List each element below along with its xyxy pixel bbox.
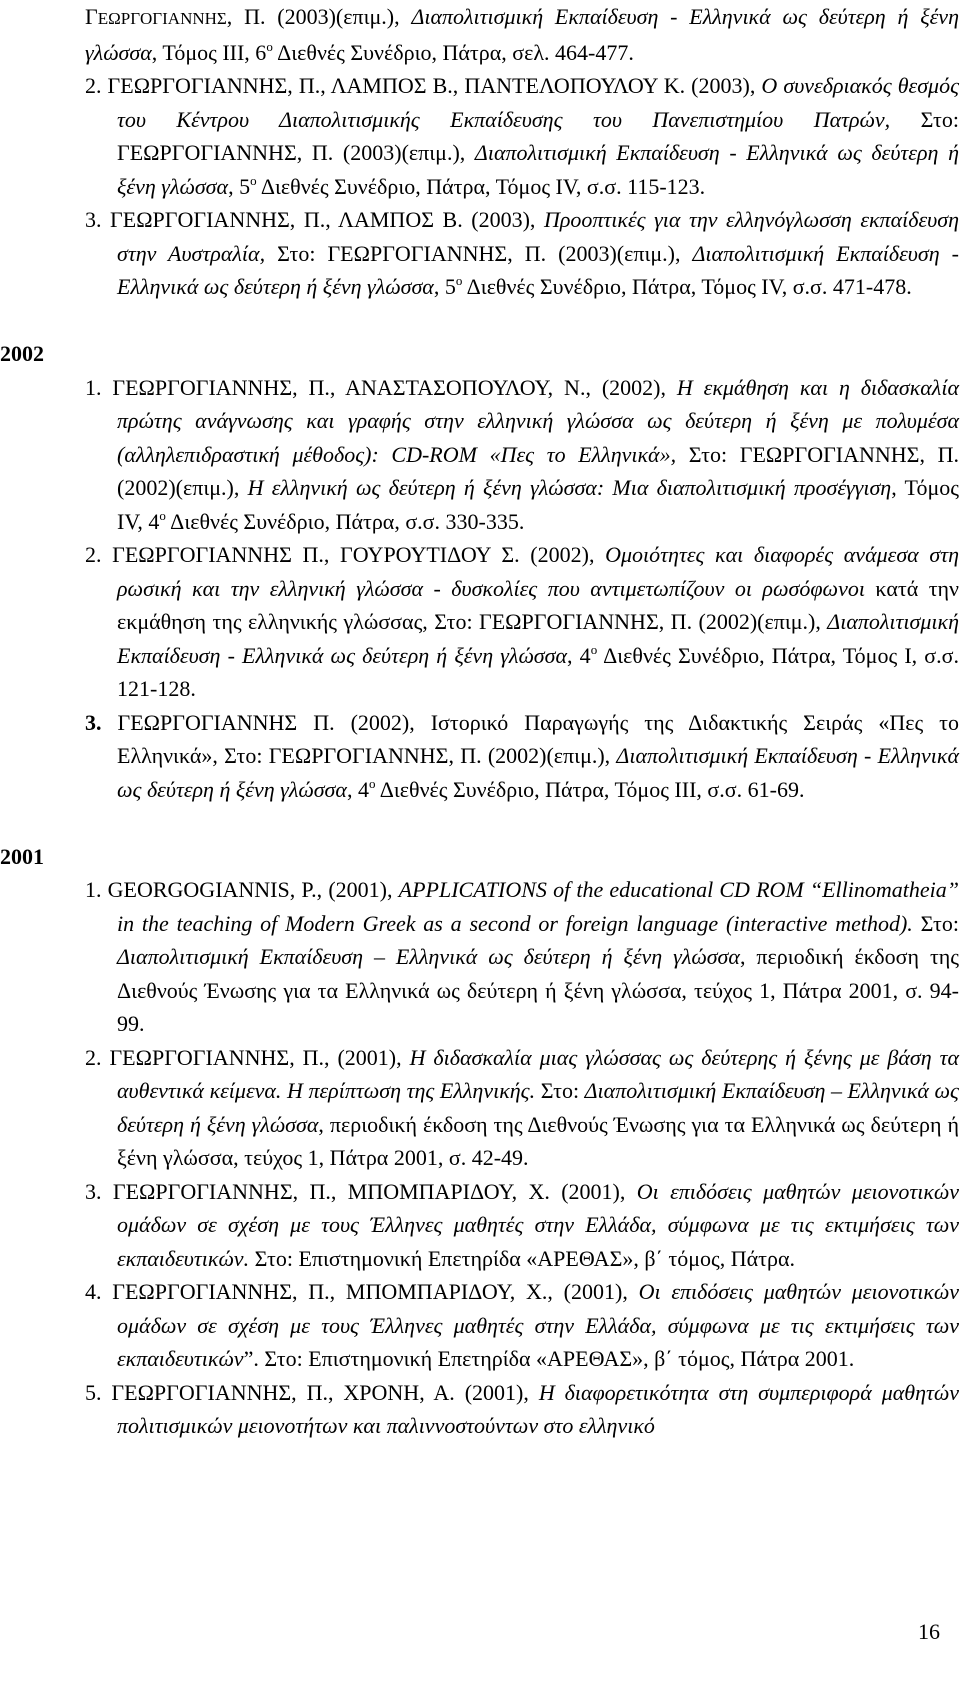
year-heading-2001: 2001 xyxy=(0,843,44,869)
entry-2003-1-continuation: ΓΕΩΡΓΟΓΙΑΝΝΗΣ, Π. (2003)(επιμ.), Διαπολιτισμική Εκπαίδευση - Ελληνικά ως δεύτερη ή ξένη γλώσσα, Τόμος ΙΙΙ, $6^o$ Διεθνές Συνέδριο, Πάτρα, σελ. 464-477. xyxy=(85,4,959,65)
entry-2002-3: 3. ΓΕΩΡΓΟΓΙΑΝΝΗΣ Π. (2002), Ιστορικό Παραγωγής της Διδακτικής Σειράς «Πες το Ελληνικά», Στο: ΓΕΩΡΓΟΓΙΑΝΝΗΣ, Π. (2002)(επιμ.), Διαπολιτισμική Εκπαίδευση - Ελληνικά ως δεύτερη ή ξένη γλώσσα, $4^o$ Διεθνές Συνέδριο, Πάτρα, Τόμος ΙΙΙ, σ.σ. 61-69. xyxy=(85,709,959,802)
entry-2001-3: 3. ΓΕΩΡΓΟΓΙΑΝΝΗΣ, Π., ΜΠΟΜΠΑΡΙΔΟΥ, Χ. (2001), Οι επιδόσεις μαθητών μειονοτικών ομάδων σε σχέση με τους Έλληνες μαθητές στην Ελλάδα, σύμφωνα με τις εκτιμήσεις των εκπαιδευτικών. Στο: Επιστημονική Επετηρίδα «ΑΡΕΘΑΣ», β΄ τόμος, Πάτρα. xyxy=(85,1178,959,1271)
entry-2002-1: 1. ΓΕΩΡΓΟΓΙΑΝΝΗΣ, Π., ΑΝΑΣΤΑΣΟΠΟΥΛΟΥ, Ν., (2002), Η εκμάθηση και η διδασκαλία πρώτης ανάγνωσης και γραφής στην ελληνική γλώσσα ως δεύτερη ή ξένη με πολυμέσα (αλληλεπιδραστική μέθοδος): CD-ROM «Πες το Ελληνικά», Στο: ΓΕΩΡΓΟΓΙΑΝΝΗΣ, Π. (2002)(επιμ.), Η ελληνική ως δεύτερη ή ξένη γλώσσα: Μια διαπολιτισμική προσέγγιση, Τόμος IV, $4^o$ Διεθνές Συνέδριο, Πάτρα, σ.σ. 330-335. xyxy=(85,374,960,534)
spacer xyxy=(85,806,959,840)
page-number: 16 xyxy=(918,1619,940,1644)
entry-2001-4: 4. ΓΕΩΡΓΟΓΙΑΝΝΗΣ, Π., ΜΠΟΜΠΑΡΙΔΟΥ, Χ., (2001), Οι επιδόσεις μαθητών μειονοτικών ομάδων σε σχέση με τους Έλληνες μαθητές στην Ελλάδα, σύμφωνα με τις εκτιμήσεις των εκπαιδευτικών”. Στο: Επιστημονική Επετηρίδα «ΑΡΕΘΑΣ», β΄ τόμος, Πάτρα 2001. xyxy=(85,1279,960,1371)
entry-2003-3: 3. ΓΕΩΡΓΟΓΙΑΝΝΗΣ, Π., ΛΑΜΠΟΣ Β. (2003), Προοπτικές για την ελληνόγλωσση εκπαίδευση στην Αυστραλία, Στο: ΓΕΩΡΓΟΓΙΑΝΝΗΣ, Π. (2003)(επιμ.), Διαπολιτισμική Εκπαίδευση - Ελληνικά ως δεύτερη ή ξένη γλώσσα, $5^o$ Διεθνές Συνέδριο, Πάτρα, Τόμος IV, σ.σ. 471-478. xyxy=(85,207,959,299)
entry-2003-2: 2. ΓΕΩΡΓΟΓΙΑΝΝΗΣ, Π., ΛΑΜΠΟΣ Β., ΠΑΝΤΕΛΟΠΟΥΛΟΥ Κ. (2003), Ο συνεδριακός θεσμός του Κέντρου Διαπολιτισμικής Εκπαίδευσης του Πανεπιστημίου Πατρών, Στο: ΓΕΩΡΓΟΓΙΑΝΝΗΣ, Π. (2003)(επιμ.), Διαπολιτισμική Εκπαίδευση - Ελληνικά ως δεύτερη ή ξένη γλώσσα, $5^o$ Διεθνές Συνέδριο, Πάτρα, Τόμος IV, σ.σ. 115-123. xyxy=(85,73,960,199)
entry-2001-1: 1. GEORGOGIANNIS, P., (2001), APPLICATIONS of the educational CD ROM “Ellinomatheia” in the teaching of Modern Greek as a second or foreign language (interactive method). Στο: Διαπολιτισμική Εκπαίδευση – Ελληνικά ως δεύτερη ή ξένη γλώσσα, περιοδική έκδοση της Διεθνούς Ένωσης για τα Ελληνικά ως δεύτερη ή ξένη γλώσσα, τεύχος 1, Πάτρα 2001, σ. 94-99. xyxy=(85,877,960,1036)
spacer xyxy=(85,304,959,338)
entry-2001-5: 5. ΓΕΩΡΓΟΓΙΑΝΝΗΣ, Π., ΧΡΟΝΗ, Α. (2001), Η διαφορετικότητα στη συμπεριφορά μαθητών πολιτισμικών μειονοτήτων και παλιννοστούντων στο ελληνικό xyxy=(85,1379,960,1438)
year-heading-2002: 2002 xyxy=(0,341,44,366)
entry-2001-2: 2. ΓΕΩΡΓΟΓΙΑΝΝΗΣ, Π., (2001), Η διδασκαλία μιας γλώσσας ως δεύτερης ή ξένης με βάση τα αυθεντικά κείμενα. Η περίπτωση της Ελληνικής. Στο: Διαπολιτισμική Εκπαίδευση – Ελληνικά ως δεύτερη ή ξένη γλώσσα, περιοδική έκδοση της Διεθνούς Ένωσης για τα Ελληνικά ως δεύτερη ή ξένη γλώσσα, τεύχος 1, Πάτρα 2001, σ. 42-49. xyxy=(85,1044,959,1170)
entry-2002-2: 2. ΓΕΩΡΓΟΓΙΑΝΝΗΣ Π., ΓΟΥΡΟΥΤΙΔΟΥ Σ. (2002), Ομοιότητες και διαφορές ανάμεσα στη ρωσική και την ελληνική γλώσσα - δυσκολίες που αντιμετωπίζουν οι ρωσόφωνοι κατά την εκμάθηση της ελληνικής γλώσσας, Στο: ΓΕΩΡΓΟΓΙΑΝΝΗΣ, Π. (2002)(επιμ.), Διαπολιτισμική Εκπαίδευση - Ελληνικά ως δεύτερη ή ξένη γλώσσα, $4^o$ Διεθνές Συνέδριο, Πάτρα, Τόμος Ι, σ.σ. 121-128. xyxy=(85,542,960,701)
